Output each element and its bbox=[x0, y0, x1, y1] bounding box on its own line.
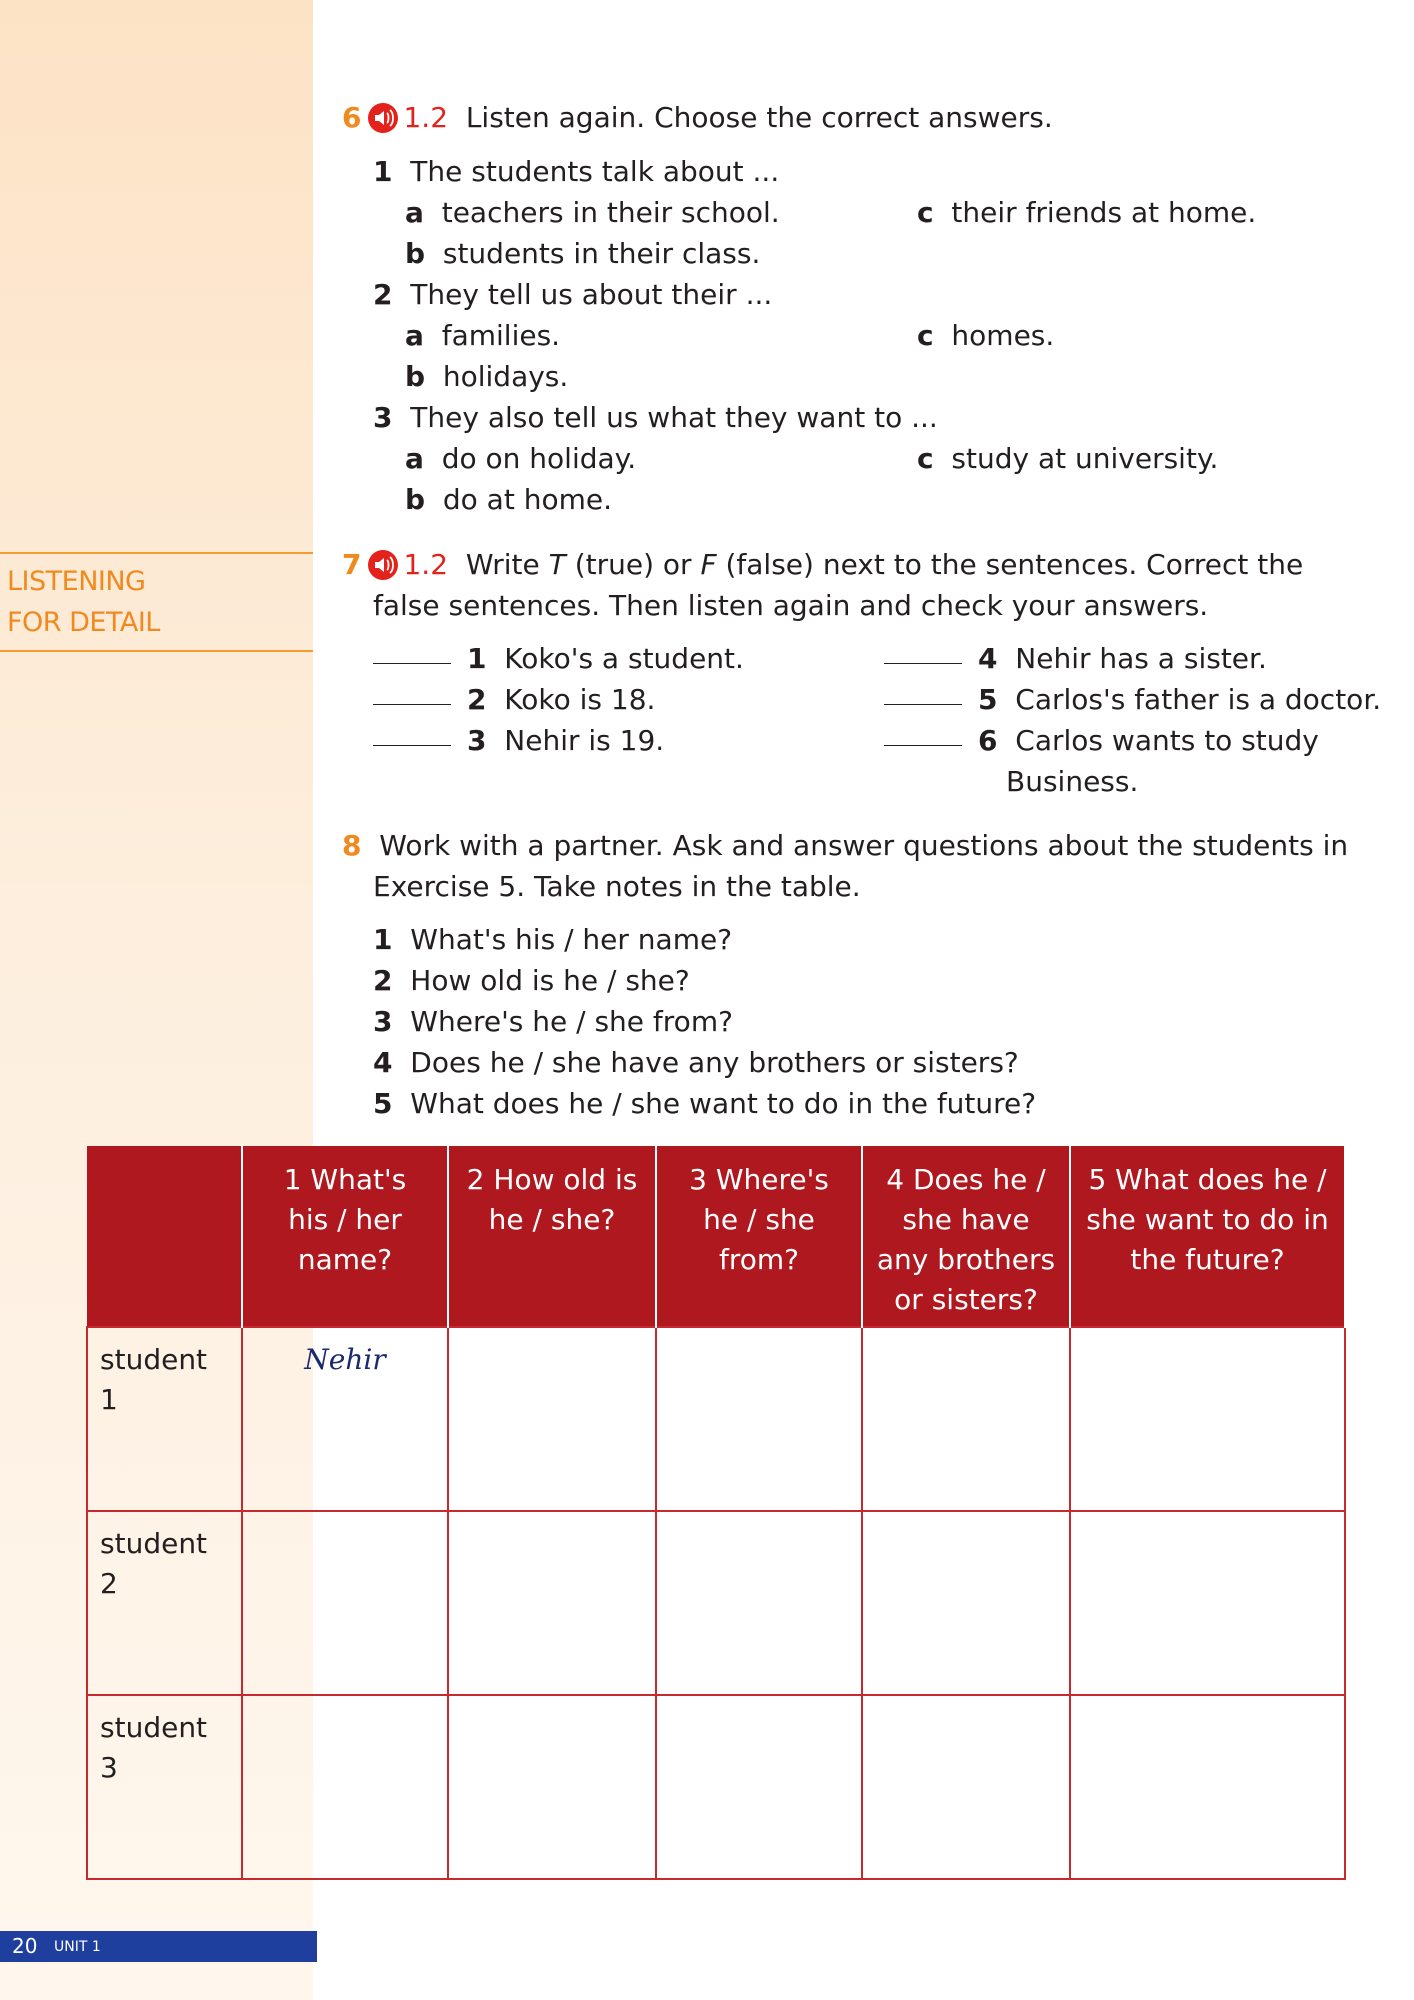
question: 2 They tell us about their ... bbox=[373, 278, 773, 311]
true-false-item-continued: Business. bbox=[1006, 765, 1139, 798]
exercise-6-heading bbox=[342, 97, 1053, 145]
option-a: a do on holiday. bbox=[405, 442, 637, 475]
table-cell[interactable] bbox=[448, 1511, 656, 1695]
true-false-item: 2 Koko is 18. bbox=[373, 679, 655, 720]
section-label bbox=[0, 552, 313, 652]
table-header: 5 What does he / she want to do in the future? bbox=[1070, 1146, 1345, 1327]
table-header: 2 How old is he / she? bbox=[448, 1146, 656, 1327]
answer-blank[interactable] bbox=[884, 745, 962, 746]
table-header-row bbox=[87, 1146, 1345, 1327]
footer-bar bbox=[0, 1931, 317, 1962]
table-cell[interactable] bbox=[862, 1327, 1070, 1511]
answer-blank[interactable] bbox=[884, 663, 962, 664]
answer-blank[interactable] bbox=[373, 745, 451, 746]
option-b: b holidays. bbox=[405, 360, 569, 393]
table-cell[interactable] bbox=[448, 1695, 656, 1879]
table-cell[interactable] bbox=[242, 1327, 448, 1511]
table-header-corner bbox=[87, 1146, 242, 1327]
true-false-item: 4 Nehir has a sister. bbox=[884, 638, 1267, 679]
exercise-7-instruction-line2: false sentences. Then listen again and check your answers. bbox=[373, 589, 1209, 622]
question: 4 Does he / she have any brothers or sisters? bbox=[373, 1046, 1019, 1079]
question: 5 What does he / she want to do in the future? bbox=[373, 1087, 1037, 1120]
true-false-item: 1 Koko's a student. bbox=[373, 638, 744, 679]
table-cell[interactable] bbox=[656, 1327, 862, 1511]
handwritten-answer: Nehir bbox=[304, 1343, 386, 1376]
page-number: 20 bbox=[12, 1934, 38, 1958]
table-cell[interactable] bbox=[1070, 1695, 1345, 1879]
table-cell[interactable] bbox=[1070, 1327, 1345, 1511]
table-cell[interactable] bbox=[242, 1695, 448, 1879]
question: 3 They also tell us what they want to ... bbox=[373, 401, 938, 434]
section-label-line2: FOR DETAIL bbox=[7, 607, 160, 638]
question: 3 Where's he / she from? bbox=[373, 1005, 733, 1038]
true-false-item: 5 Carlos's father is a doctor. bbox=[884, 679, 1381, 720]
true-false-item: 6 Carlos wants to study bbox=[884, 720, 1319, 761]
table-row bbox=[87, 1695, 1345, 1879]
table-header: 4 Does he / she have any brothers or sisters? bbox=[862, 1146, 1070, 1327]
table-row bbox=[87, 1511, 1345, 1695]
question: 2 How old is he / she? bbox=[373, 964, 690, 997]
section-label-line1: LISTENING bbox=[7, 566, 146, 597]
option-b: b do at home. bbox=[405, 483, 612, 516]
table-header: 1 What's his / her name? bbox=[242, 1146, 448, 1327]
exercise-number: 8 bbox=[342, 829, 362, 862]
exercise-8-instruction-line2: Exercise 5. Take notes in the table. bbox=[373, 870, 861, 903]
table-cell[interactable] bbox=[862, 1511, 1070, 1695]
table-cell[interactable] bbox=[448, 1327, 656, 1511]
table-cell[interactable] bbox=[656, 1695, 862, 1879]
row-label: student 3 bbox=[87, 1695, 242, 1879]
true-false-item: 3 Nehir is 19. bbox=[373, 720, 664, 761]
question: 1 The students talk about ... bbox=[373, 155, 780, 188]
table-cell[interactable] bbox=[242, 1511, 448, 1695]
exercise-instruction: Listen again. Choose the correct answers. bbox=[465, 101, 1053, 134]
track-number: 1.2 bbox=[403, 548, 449, 581]
exercise-7-heading: 7 1.2 Write T (true) or F (false) next to the sentences. Correct the bbox=[342, 544, 1303, 592]
option-c: c homes. bbox=[917, 319, 1055, 352]
option-b: b students in their class. bbox=[405, 237, 761, 270]
table-cell[interactable] bbox=[1070, 1511, 1345, 1695]
audio-icon[interactable] bbox=[367, 102, 399, 145]
unit-label: UNIT 1 bbox=[54, 1939, 101, 1955]
exercise-8-heading: 8 Work with a partner. Ask and answer questions about the students in bbox=[342, 829, 1349, 862]
track-number: 1.2 bbox=[403, 101, 449, 134]
exercise-number: 6 bbox=[342, 101, 362, 134]
row-label: student 1 bbox=[87, 1327, 242, 1511]
table-header: 3 Where's he / she from? bbox=[656, 1146, 862, 1327]
notes-table bbox=[86, 1146, 1346, 1880]
exercise-number: 7 bbox=[342, 548, 362, 581]
answer-blank[interactable] bbox=[373, 704, 451, 705]
option-a: a teachers in their school. bbox=[405, 196, 780, 229]
table-row bbox=[87, 1327, 1345, 1511]
table-cell[interactable] bbox=[862, 1695, 1070, 1879]
table-cell[interactable] bbox=[656, 1511, 862, 1695]
option-a: a families. bbox=[405, 319, 561, 352]
question: 1 What's his / her name? bbox=[373, 923, 733, 956]
option-c: c their friends at home. bbox=[917, 196, 1257, 229]
answer-blank[interactable] bbox=[373, 663, 451, 664]
option-c: c study at university. bbox=[917, 442, 1219, 475]
row-label: student 2 bbox=[87, 1511, 242, 1695]
answer-blank[interactable] bbox=[884, 704, 962, 705]
